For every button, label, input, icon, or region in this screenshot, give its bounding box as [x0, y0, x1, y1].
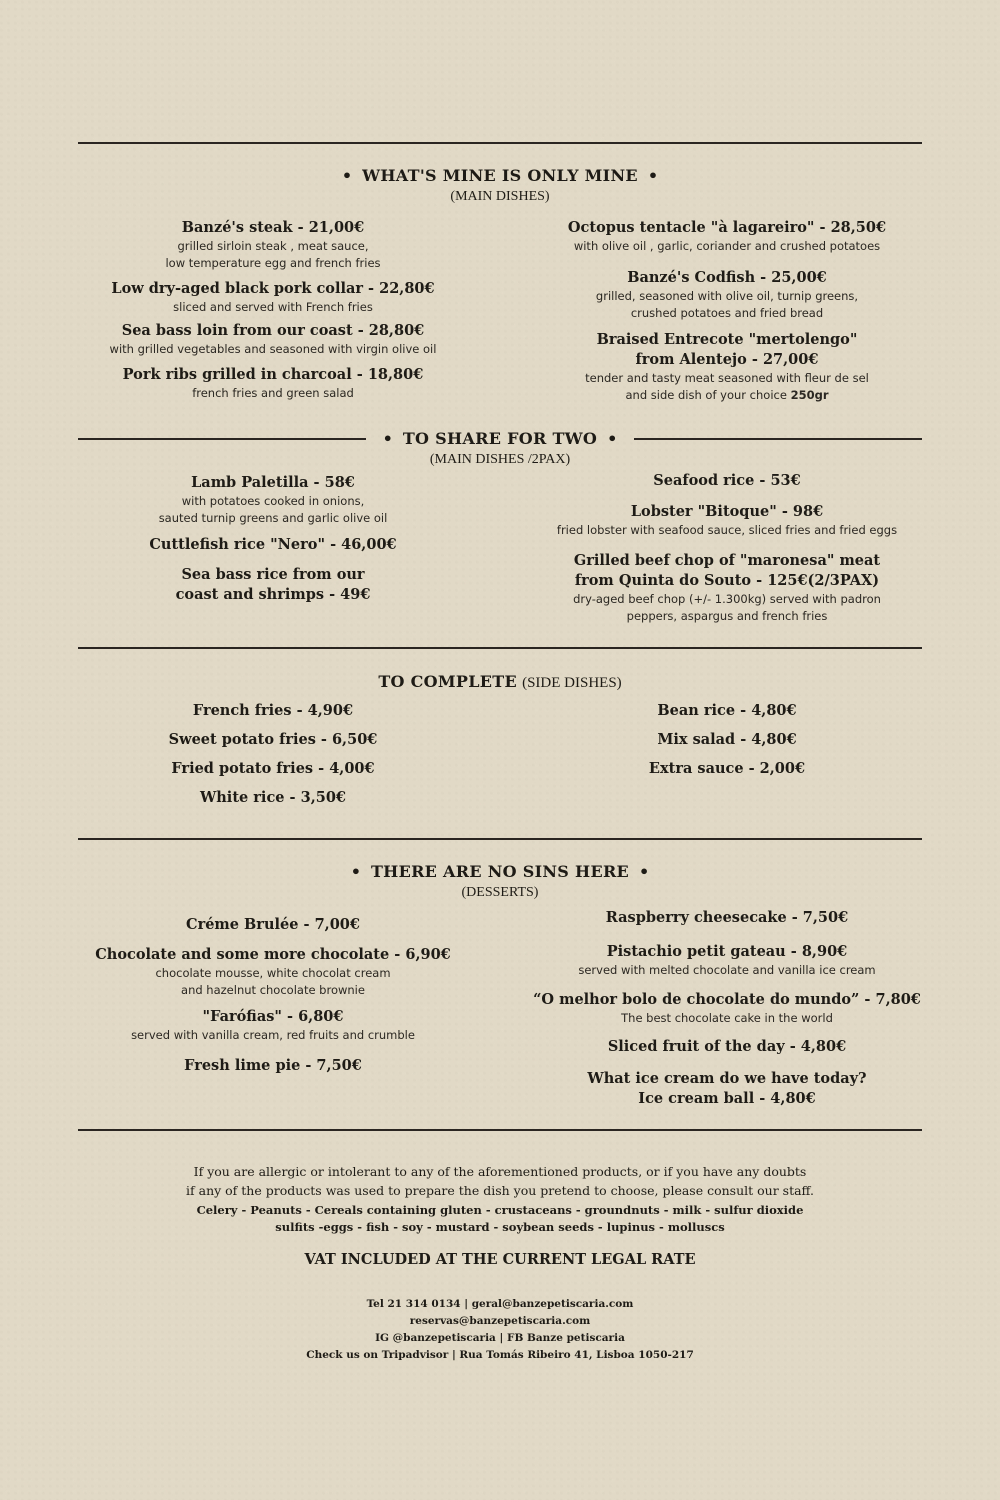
- item-desc: sliced and served with French fries: [173, 300, 373, 314]
- section-subtitle: (MAIN DISHES): [450, 189, 550, 204]
- item-desc: with grilled vegetables and seasoned with virgin olive oil: [109, 342, 437, 356]
- allergen-line: sulfits -eggs - fish - soy - mustard - soybean seeds - lupinus - molluscs: [275, 1220, 725, 1234]
- item-desc: and hazelnut chocolate brownie: [181, 982, 365, 997]
- item-name: “O melhor bolo de chocolate do mundo” - 7,80€: [533, 991, 921, 1008]
- item-desc: served with vanilla cream, red fruits and crumble: [131, 1028, 415, 1042]
- menu-item: [532, 1037, 922, 1057]
- desserts-header: [0, 862, 1000, 881]
- item-desc: peppers, aspargus and french fries: [626, 608, 828, 623]
- item-name: What ice cream do we have today?: [587, 1070, 867, 1087]
- divider-top: [78, 142, 922, 144]
- contact-line: Check us on Tripadvisor | Rua Tomás Ribeiro 41, Lisboa 1050-217: [306, 1349, 694, 1361]
- sides-right: [532, 702, 922, 802]
- item-name: Sea bass loin from our coast - 28,80€: [121, 322, 425, 339]
- side-item: Mix salad - 4,80€: [657, 731, 797, 748]
- bullet-icon: •: [341, 166, 353, 185]
- item-name: Lamb Paletilla - 58€: [191, 474, 355, 491]
- item-name: coast and shrimps - 49€: [175, 586, 371, 603]
- item-desc: dry-aged beef chop (+/- 1.300kg) served with padron: [573, 592, 881, 606]
- item-name: Pistachio petit gateau - 8,90€: [606, 943, 848, 960]
- item-desc: sauted turnip greens and garlic olive oil: [158, 510, 388, 525]
- item-desc: french fries and green salad: [192, 386, 354, 400]
- sides-header: [0, 672, 1000, 692]
- allergy-note-line: If you are allergic or intolerant to any of the aforementioned products, or if you have any doubts: [193, 1164, 807, 1179]
- item-name: Octopus tentacle "à lagareiro" - 28,50€: [567, 219, 887, 236]
- menu-item: [532, 218, 922, 255]
- menu-item: [78, 279, 468, 316]
- contact-line: Tel 21 314 0134 | geral@banzepetiscaria.com: [366, 1298, 634, 1310]
- side-item: Extra sauce - 2,00€: [648, 760, 806, 777]
- menu-item: [532, 502, 922, 539]
- menu-item: [78, 1056, 468, 1076]
- section-title: TO COMPLETE: [378, 672, 517, 691]
- section-title: TO SHARE FOR TWO: [402, 429, 598, 448]
- menu-item: [78, 1007, 468, 1044]
- item-desc: low temperature egg and french fries: [165, 255, 381, 270]
- main-dishes-right: [532, 218, 922, 408]
- menu-item: [78, 535, 468, 555]
- divider-desserts: [78, 838, 922, 840]
- item-name: from Quinta do Souto - 125€(2/3PAX): [574, 572, 880, 589]
- main-dishes-header: [0, 166, 1000, 185]
- divider-footer: [78, 1129, 922, 1131]
- main-dishes-left: [78, 218, 468, 408]
- desserts-right: [532, 908, 922, 1113]
- item-desc: with potatoes cooked in onions,: [181, 494, 365, 508]
- menu-item: [532, 551, 922, 624]
- item-desc: grilled, seasoned with olive oil, turnip greens,: [595, 289, 859, 303]
- allergy-note: [0, 1162, 1000, 1200]
- menu-item: [532, 908, 922, 928]
- item-desc: with olive oil , garlic, coriander and crushed potatoes: [573, 239, 881, 253]
- item-name: Banzé's Codfish - 25,00€: [627, 269, 827, 286]
- item-desc: crushed potatoes and fried bread: [630, 305, 824, 320]
- item-name: Seafood rice - 53€: [653, 472, 801, 489]
- item-name: Pork ribs grilled in charcoal - 18,80€: [122, 366, 424, 383]
- allergy-note-line: if any of the products was used to prepare the dish you pretend to choose, please consult our staff.: [186, 1183, 814, 1198]
- item-name: Sea bass rice from our: [181, 566, 365, 583]
- menu-item: [78, 365, 468, 402]
- side-item: White rice - 3,50€: [199, 789, 347, 806]
- item-desc: chocolate mousse, white chocolat cream: [155, 966, 391, 980]
- sides-left: [78, 702, 468, 822]
- item-name: Créme Brulée - 7,00€: [186, 916, 360, 933]
- side-item: Fried potato fries - 4,00€: [171, 760, 375, 777]
- menu-item: [78, 321, 468, 358]
- menu-item: [532, 942, 922, 979]
- item-desc-text: and side dish of your choice: [625, 387, 787, 402]
- item-name: Braised Entrecote "mertolengo": [596, 331, 858, 348]
- item-name: Grilled beef chop of "maronesa" meat: [573, 552, 881, 569]
- side-item: Sweet potato fries - 6,50€: [168, 731, 378, 748]
- section-title: THERE ARE NO SINS HERE: [370, 862, 630, 881]
- share-right: [532, 471, 922, 631]
- menu-item: [532, 330, 922, 403]
- bullet-icon: •: [382, 429, 393, 448]
- item-desc: fried lobster with seafood sauce, sliced fries and fried eggs: [556, 523, 898, 537]
- vat-notice: VAT INCLUDED AT THE CURRENT LEGAL RATE: [304, 1251, 696, 1268]
- item-name: Cuttlefish rice "Nero" - 46,00€: [149, 536, 397, 553]
- menu-item: [78, 473, 468, 526]
- side-item: French fries - 4,90€: [192, 702, 354, 719]
- section-title: WHAT'S MINE IS ONLY MINE: [362, 166, 638, 185]
- contact-info: [0, 1296, 1000, 1364]
- allergen-line: Celery - Peanuts - Cereals containing gluten - crustaceans - groundnuts - milk - sulfur dioxide: [196, 1203, 804, 1217]
- menu-item: [78, 915, 468, 935]
- item-name: Banzé's steak - 21,00€: [181, 219, 365, 236]
- share-header: [0, 429, 1000, 448]
- contact-line: reservas@banzepetiscaria.com: [409, 1315, 591, 1327]
- item-desc: grilled sirloin steak , meat sauce,: [177, 239, 369, 253]
- bullet-icon: •: [639, 862, 650, 881]
- menu-item: [78, 565, 468, 605]
- section-subtitle: (MAIN DISHES /2PAX): [429, 452, 571, 467]
- menu-item: [78, 945, 468, 998]
- item-name: Fresh lime pie - 7,50€: [184, 1057, 362, 1074]
- menu-item: [78, 218, 468, 271]
- bullet-icon: •: [350, 862, 361, 881]
- divider-sides: [78, 647, 922, 649]
- item-desc: served with melted chocolate and vanilla ice cream: [578, 963, 876, 977]
- section-subtitle: (SIDE DISHES): [522, 675, 622, 691]
- menu-item: [532, 268, 922, 321]
- item-name: Sliced fruit of the day - 4,80€: [607, 1038, 847, 1055]
- bullet-icon: •: [647, 166, 659, 185]
- item-name: from Alentejo - 27,00€: [635, 351, 819, 368]
- item-name: Ice cream ball - 4,80€: [638, 1090, 816, 1107]
- item-name: "Farófias" - 6,80€: [202, 1008, 344, 1025]
- item-name: Chocolate and some more chocolate - 6,90€: [95, 946, 451, 963]
- menu-item: [532, 990, 922, 1027]
- section-subtitle: (DESSERTS): [461, 885, 539, 900]
- menu-item: [532, 471, 922, 491]
- item-desc: The best chocolate cake in the world: [621, 1011, 833, 1025]
- side-item: Bean rice - 4,80€: [657, 702, 797, 719]
- bullet-icon: •: [607, 429, 618, 448]
- allergen-list: [0, 1202, 1000, 1236]
- item-name: Raspberry cheesecake - 7,50€: [605, 909, 849, 926]
- contact-line: IG @banzepetiscaria | FB Banze petiscaria: [375, 1332, 625, 1344]
- item-weight: 250gr: [790, 387, 829, 402]
- desserts-left: [78, 915, 468, 1085]
- item-desc: tender and tasty meat seasoned with fleur de sel: [585, 371, 869, 385]
- item-name: Low dry-aged black pork collar - 22,80€: [111, 280, 435, 297]
- share-left: [78, 473, 468, 633]
- item-desc: [532, 387, 922, 404]
- menu-item: [532, 1069, 922, 1109]
- item-name: Lobster "Bitoque" - 98€: [630, 503, 824, 520]
